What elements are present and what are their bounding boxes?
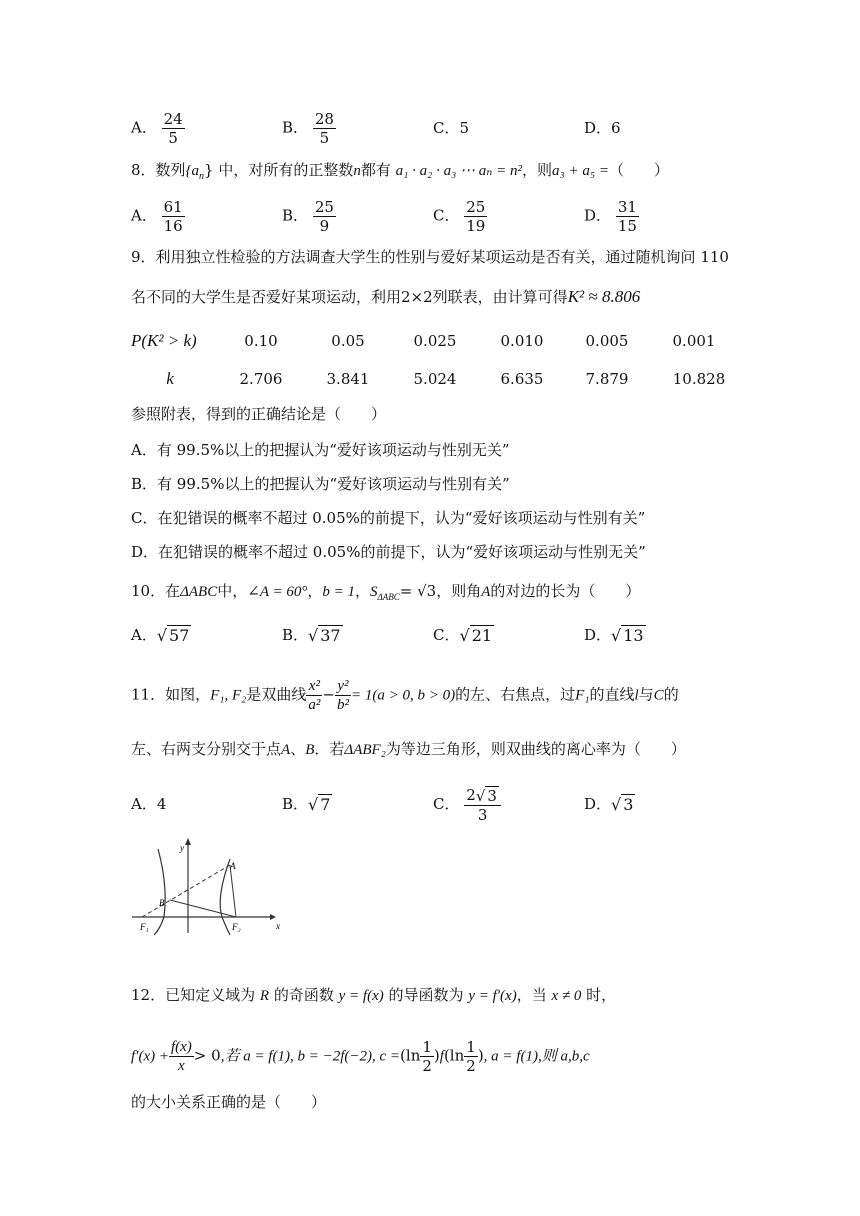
q12-condition: x ≠ 0 <box>551 988 582 1004</box>
fraction-denominator: b² <box>336 697 349 713</box>
q12-stem-line-3: 的大小关系正确的是（ ） <box>131 1093 327 1111</box>
sqrt-icon: √ 37 <box>308 626 341 645</box>
label-y: y <box>180 843 184 853</box>
q9-table-size: 2×2 <box>401 288 433 306</box>
segment-bf2 <box>170 900 236 917</box>
q11-text: 的左、右焦点，过 <box>455 685 576 704</box>
q9-k-value: K² ≈ 8.806 <box>567 287 641 306</box>
q11-text: 11．如图， <box>131 685 211 704</box>
fraction-numerator: 1 <box>466 1038 476 1056</box>
q8-answer-blank: （ ） <box>608 161 669 179</box>
q12-text: 12．已知定义域为 <box>131 986 256 1004</box>
q12-half <box>420 1038 434 1075</box>
q11-line-l: l <box>634 687 639 704</box>
q7-option-b[interactable] <box>282 110 336 147</box>
fraction-numerator: x² <box>306 677 322 696</box>
q11-fraction-x <box>306 677 322 714</box>
fraction-denominator: 5 <box>319 129 330 147</box>
radicand: 3 <box>623 795 634 814</box>
line-l <box>142 865 230 917</box>
q10-triangle: ΔABC <box>180 584 218 600</box>
q8-expression: a₃ + a₅ = <box>552 163 609 179</box>
table-cell: 0.05 <box>331 332 365 350</box>
q10-option-a[interactable] <box>131 625 191 646</box>
q10-area-sub: ΔABC <box>377 592 400 602</box>
q11-option-label: B． <box>282 795 309 813</box>
fraction-numerator: 61 <box>163 198 183 216</box>
radicand: 13 <box>623 626 644 645</box>
q7-option-a[interactable] <box>131 110 185 147</box>
fraction-numerator: y² <box>335 677 351 696</box>
q9-text: 列联表，由计算可得 <box>432 288 568 306</box>
q10-angle-a: A <box>481 584 491 600</box>
q8-option-label: A． <box>131 206 157 225</box>
q11-option-label: C． <box>433 795 460 813</box>
q7-option-c-value: 5 <box>459 119 470 137</box>
q12-half <box>464 1038 478 1075</box>
q11-equation-rhs: = 1(a > 0, b > 0) <box>350 687 456 704</box>
q12-stem-line-1 <box>131 985 616 1006</box>
q11-option-c[interactable] <box>433 786 501 824</box>
q11-stem-line-1 <box>131 677 679 714</box>
q11-point-b: B <box>305 742 315 758</box>
segment-af2 <box>230 865 236 917</box>
q10-side-b: b = 1 <box>322 584 355 600</box>
table-row-head: P(K² > k) <box>131 331 197 350</box>
q10-option-label: D． <box>584 626 612 644</box>
q9-line-3: 参照附表，得到的正确结论是（ ） <box>131 405 387 423</box>
q11-text: 、 <box>290 740 306 758</box>
q10-text: 中， <box>217 582 248 600</box>
label-f1: F₁ <box>140 922 149 932</box>
q8-option-fraction <box>313 198 336 235</box>
q10-stem: 10．在ΔABC中，∠A = 60°，b = 1，$S_{\Delta ABC}= √3$，则角A的对边的长为（ ） <box>131 582 641 602</box>
q12-derivative: y = f′(x) <box>468 988 517 1004</box>
q7-option-d-label: D． <box>584 119 612 137</box>
q12-c-def: , c = <box>372 1048 401 1065</box>
sqrt-icon: √ 7 <box>308 795 331 814</box>
q8-option-label: C． <box>433 206 460 225</box>
q9-option-d[interactable]: D．在犯错误的概率不超过 0.05%的前提下，认为“爱好该项运动与性别无关” <box>131 543 646 561</box>
q9-option-b[interactable]: B．有 99.5%以上的把握认为“爱好该项运动与性别有关” <box>131 475 510 493</box>
q12-a-def: , a = f(1) <box>483 1048 538 1065</box>
q10-option-d[interactable] <box>584 625 646 646</box>
fraction-numerator: 1 <box>422 1038 432 1056</box>
q11-text: 是双曲线 <box>246 685 307 704</box>
fraction-numerator <box>464 786 501 806</box>
q10-text: 10．在 <box>131 582 181 600</box>
q8-option-a[interactable] <box>131 198 185 235</box>
q10-option-label: C． <box>433 626 460 644</box>
q11-text: 的 <box>663 685 679 704</box>
table-cell: 6.635 <box>500 370 544 388</box>
q9-option-a[interactable]: A．有 99.5%以上的把握认为“爱好该项运动与性别无关” <box>131 441 510 459</box>
q11-curve-c: C <box>653 687 664 704</box>
q12-text: 时， <box>586 986 617 1004</box>
q8-option-d[interactable] <box>584 198 639 235</box>
q9-line-1: 9．利用独立性检验的方法调查大学生的性别与爱好某项运动是否有关，通过随机询问 110 <box>131 248 729 266</box>
left-branch <box>154 849 165 935</box>
q10-angle: ∠A = 60° <box>247 584 308 600</box>
q10-area: S <box>370 584 378 600</box>
q12-f: f <box>439 1048 444 1065</box>
sqrt-icon: √ 3 <box>611 795 634 814</box>
fraction-denominator: 2 <box>422 1057 432 1075</box>
q9-option-c[interactable]: C．在犯错误的概率不超过 0.05%的前提下，认为“爱好该项运动与性别有关” <box>131 509 646 527</box>
q7-option-b-label: B． <box>282 118 309 137</box>
x-axis-arrow-icon <box>270 914 276 920</box>
q12-ln: ln <box>449 1046 465 1065</box>
table-cell: 5.024 <box>413 370 457 388</box>
q8-n: n <box>353 163 361 179</box>
q8-option-fraction <box>616 198 639 235</box>
hyperbola-figure <box>130 837 280 937</box>
label-x: x <box>276 921 280 931</box>
radicand: 21 <box>471 626 493 645</box>
q10-option-c[interactable] <box>433 625 494 646</box>
q8-option-label: D． <box>584 206 612 225</box>
q10-text: ，则角 <box>436 582 482 600</box>
q12-text: ，当 <box>516 986 547 1004</box>
q11-text: 左、右两支分别交于点 <box>131 740 282 758</box>
q11-foci: F₁, F₂ <box>210 687 247 704</box>
table-cell: 0.001 <box>672 332 716 350</box>
q11-option-label: D． <box>584 795 612 813</box>
q10-option-label: B． <box>282 626 309 644</box>
q11-option-value: 4 <box>156 795 167 813</box>
q8-text: 都有 <box>360 161 391 179</box>
fraction-denominator: x <box>178 1058 185 1074</box>
q8-option-c[interactable] <box>433 198 487 235</box>
fraction-denominator: 3 <box>477 806 488 824</box>
q8-text: } 中，对所有的正整数 <box>204 161 354 179</box>
table-cell: 0.005 <box>585 332 629 350</box>
q12-fraction <box>169 1038 194 1075</box>
q10-area-value: = √3 <box>399 582 437 600</box>
table-cell: 0.010 <box>500 332 544 350</box>
q11-stem-line-2 <box>131 739 686 760</box>
fraction-numerator: 31 <box>617 198 637 216</box>
q8-sequence: {a <box>185 163 200 179</box>
fraction-denominator: 2 <box>466 1057 476 1075</box>
q12-text: 的导函数为 <box>388 986 464 1004</box>
fraction-numerator: 24 <box>163 110 183 128</box>
q11-text: 与 <box>638 685 654 704</box>
table-cell: 7.879 <box>585 370 629 388</box>
fraction-denominator: 9 <box>319 217 330 235</box>
fraction-denominator: 5 <box>168 129 178 147</box>
q11-fraction-y <box>335 677 351 714</box>
q7-option-c-label: C． <box>433 119 460 137</box>
q8-option-b[interactable] <box>282 198 336 235</box>
table-row-head: k <box>166 369 174 388</box>
fraction-numerator: f(x) <box>170 1039 192 1055</box>
q12-a-def: ,若 a = f(1) <box>220 1048 290 1065</box>
label-b: B <box>159 898 165 908</box>
q12-domain: R <box>259 988 270 1004</box>
q7-option-a-label: A． <box>131 118 157 137</box>
q8-option-fraction <box>162 198 185 235</box>
q9-line-2 <box>131 287 640 307</box>
fraction-numerator: 28 <box>314 110 334 128</box>
q7-option-c[interactable] <box>433 118 469 138</box>
table-cell: 2.706 <box>239 370 283 388</box>
q11-f1: F₁ <box>575 687 590 704</box>
coefficient: 2 <box>466 786 476 804</box>
q11-text: ．若 <box>314 740 345 758</box>
hyperbola-diagram-icon <box>130 837 280 937</box>
label-a: A <box>230 861 236 871</box>
q12-text: ,则 a,b,c <box>537 1048 590 1065</box>
label-f2: F₂ <box>232 922 241 932</box>
q11-option-fraction <box>464 786 501 824</box>
q11-option-label: A． <box>131 795 157 813</box>
q12-text: 的奇函数 <box>273 986 334 1004</box>
q11-triangle: ΔABF₂ <box>344 742 386 758</box>
sqrt-icon: √ 3 <box>475 787 497 805</box>
fraction-denominator: 19 <box>466 217 486 235</box>
sqrt-icon: √ 57 <box>156 626 190 645</box>
sqrt-icon: √ 21 <box>459 626 493 645</box>
q8-sequence-sub: n <box>199 171 205 182</box>
q7-option-d-value: 6 <box>611 119 621 137</box>
q7-option-b-fraction <box>313 110 336 147</box>
q7-option-a-fraction <box>162 110 185 147</box>
radicand: 7 <box>320 795 331 814</box>
table-cell: 0.10 <box>244 332 278 350</box>
q12-inequality: > 0 <box>193 1046 221 1065</box>
q12-derivative: f′(x) + <box>131 1048 169 1065</box>
fraction-numerator: 25 <box>466 198 486 216</box>
q12-stem-line-2: f′(x) + $\frac{f(x)}{x}$ > 0,若 a = f(1), b = −2f(−2), c =(ln $\frac{1}{2}$ )f(ln $\frac{1}{2}$ ), a = f(1),则 a,b,c <box>131 1038 590 1075</box>
q8-stem <box>131 160 669 187</box>
q8-text: ，则 <box>522 161 553 179</box>
table-cell: 0.025 <box>413 332 457 350</box>
q12-function: y = f(x) <box>338 988 384 1004</box>
radicand: 57 <box>169 626 190 645</box>
q10-text: 的对边的长为（ ） <box>490 582 641 600</box>
q12-ln: ln <box>405 1046 421 1065</box>
q8-option-fraction <box>464 198 487 235</box>
q7-option-d[interactable] <box>584 118 621 138</box>
table-cell: 3.841 <box>326 370 370 388</box>
radicand: 37 <box>320 626 341 645</box>
q10-option-label: A． <box>131 626 157 644</box>
q11-point-a: A <box>281 742 291 758</box>
q8-option-label: B． <box>282 206 309 225</box>
q11-text: 为等边三角形，则双曲线的离心率为（ ） <box>385 740 686 758</box>
q12-b-def: , b = −2f(−2) <box>289 1048 372 1065</box>
q8-product: a₁ · a₂ · a₃ ⋯ aₙ = n² <box>395 163 522 179</box>
fraction-denominator: 16 <box>163 217 183 235</box>
q9-text: 名不同的大学生是否爱好某项运动，利用 <box>131 288 402 306</box>
sqrt-icon: √ 13 <box>611 626 644 645</box>
q11-option-d[interactable] <box>584 794 635 815</box>
fraction-denominator: 15 <box>617 217 637 235</box>
q11-option-a[interactable] <box>131 794 166 814</box>
q11-option-b[interactable] <box>282 794 332 815</box>
q10-option-b[interactable] <box>282 625 343 646</box>
q11-minus: − <box>322 685 335 704</box>
fraction-numerator: 25 <box>314 198 334 216</box>
radicand: 3 <box>487 787 497 805</box>
fraction-denominator: a² <box>308 697 321 713</box>
table-cell: 10.828 <box>672 370 726 388</box>
q11-text: 的直线 <box>589 685 635 704</box>
q8-text: 8．数列 <box>131 161 186 179</box>
y-axis-arrow-icon <box>185 838 191 845</box>
